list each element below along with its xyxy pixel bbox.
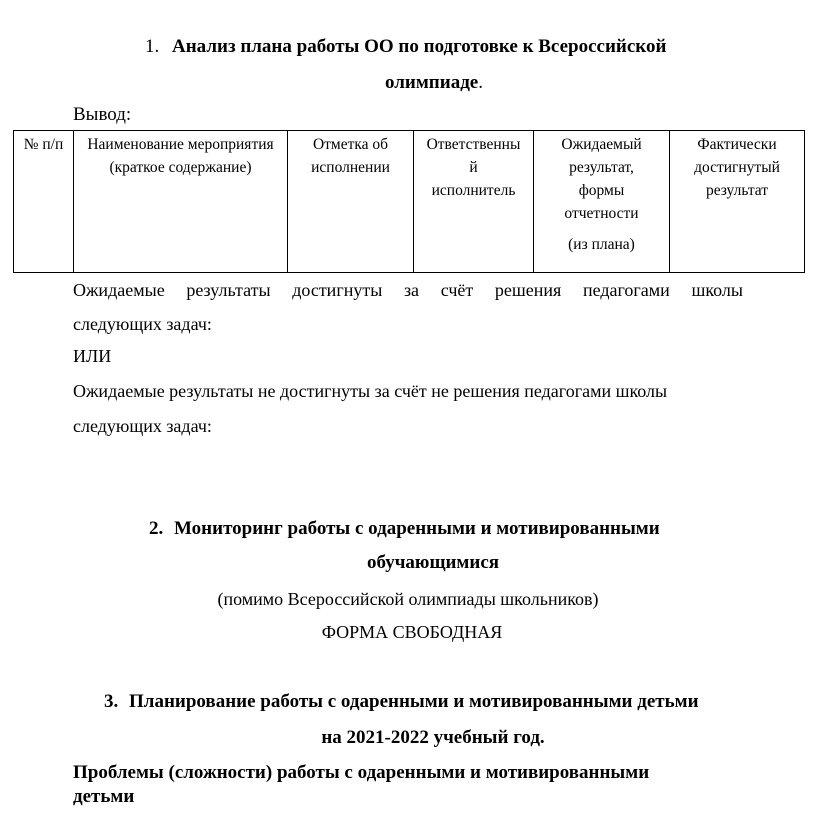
table-header-row [14, 131, 805, 273]
section2-title-line2: обучающимися [366, 552, 500, 573]
header-line: отчетности [564, 205, 639, 222]
header-gap [534, 225, 669, 233]
section1-title-line2: олимпиаде [385, 72, 479, 93]
header-line: Ожидаемый [561, 136, 642, 153]
header-line: исполнитель [431, 182, 516, 199]
results-line4: следующих задач: [73, 416, 212, 436]
problems-line2: детьми [73, 786, 135, 807]
section3-title-line2: на 2021-2022 учебный год. [321, 727, 545, 748]
section1-title-period: . [478, 72, 483, 93]
header-line: Наименование мероприятия [87, 136, 274, 153]
header-line: Ответственны [426, 136, 521, 153]
header-line: результат, [569, 159, 634, 176]
results-line3: Ожидаемые результаты не достигнуты за счёт не решения педагогами школы [73, 381, 668, 401]
section1-title-line1: Анализ плана работы ОО по подготовке к Всероссийской [172, 36, 667, 57]
results-line1 [73, 280, 743, 301]
header-line-extra: (из плана) [568, 236, 635, 253]
results-line1-text: Ожидаемые результаты достигнуты за счёт решения педагогами школы [73, 280, 743, 300]
header-cell-event-name [74, 131, 288, 273]
results-line2: следующих задач: [73, 314, 212, 334]
header-line: Фактически [697, 136, 777, 153]
header-cell-expected-result [534, 131, 670, 273]
header-cell-responsible [414, 131, 534, 273]
conclusion-label: Вывод: [73, 104, 132, 125]
problems-line1: Проблемы (сложности) работы с одаренными и мотивированными [73, 762, 650, 783]
section3-number: 3. [104, 691, 119, 712]
section1-number: 1. [145, 36, 160, 57]
results-or: ИЛИ [73, 346, 112, 366]
section2-note: (помимо Всероссийской олимпиады школьников) [217, 589, 599, 609]
section2-title-line1: Мониторинг работы с одаренными и мотивированными [174, 518, 660, 539]
section3-title-line1: Планирование работы с одаренными и мотивированными детьми [129, 691, 699, 712]
section1-heading [145, 36, 666, 58]
section2-form: ФОРМА СВОБОДНАЯ [321, 622, 503, 642]
header-line: (краткое содержание) [109, 159, 252, 176]
header-cell-number [14, 131, 74, 273]
header-line: формы [578, 182, 625, 199]
header-line: исполнении [311, 159, 390, 176]
header-line: достигнутый [694, 159, 780, 176]
section2-number: 2. [149, 518, 164, 539]
header-cell-execution-mark [288, 131, 414, 273]
header-line: Отметка об [312, 136, 389, 153]
header-line: й [469, 159, 478, 176]
section2-heading [149, 518, 660, 540]
section1-heading-line2 [0, 72, 816, 94]
header-line: результат [705, 182, 769, 199]
plan-table [13, 130, 805, 273]
header-line: № п/п [23, 136, 64, 153]
section3-heading [104, 691, 699, 713]
header-cell-actual-result [670, 131, 805, 273]
